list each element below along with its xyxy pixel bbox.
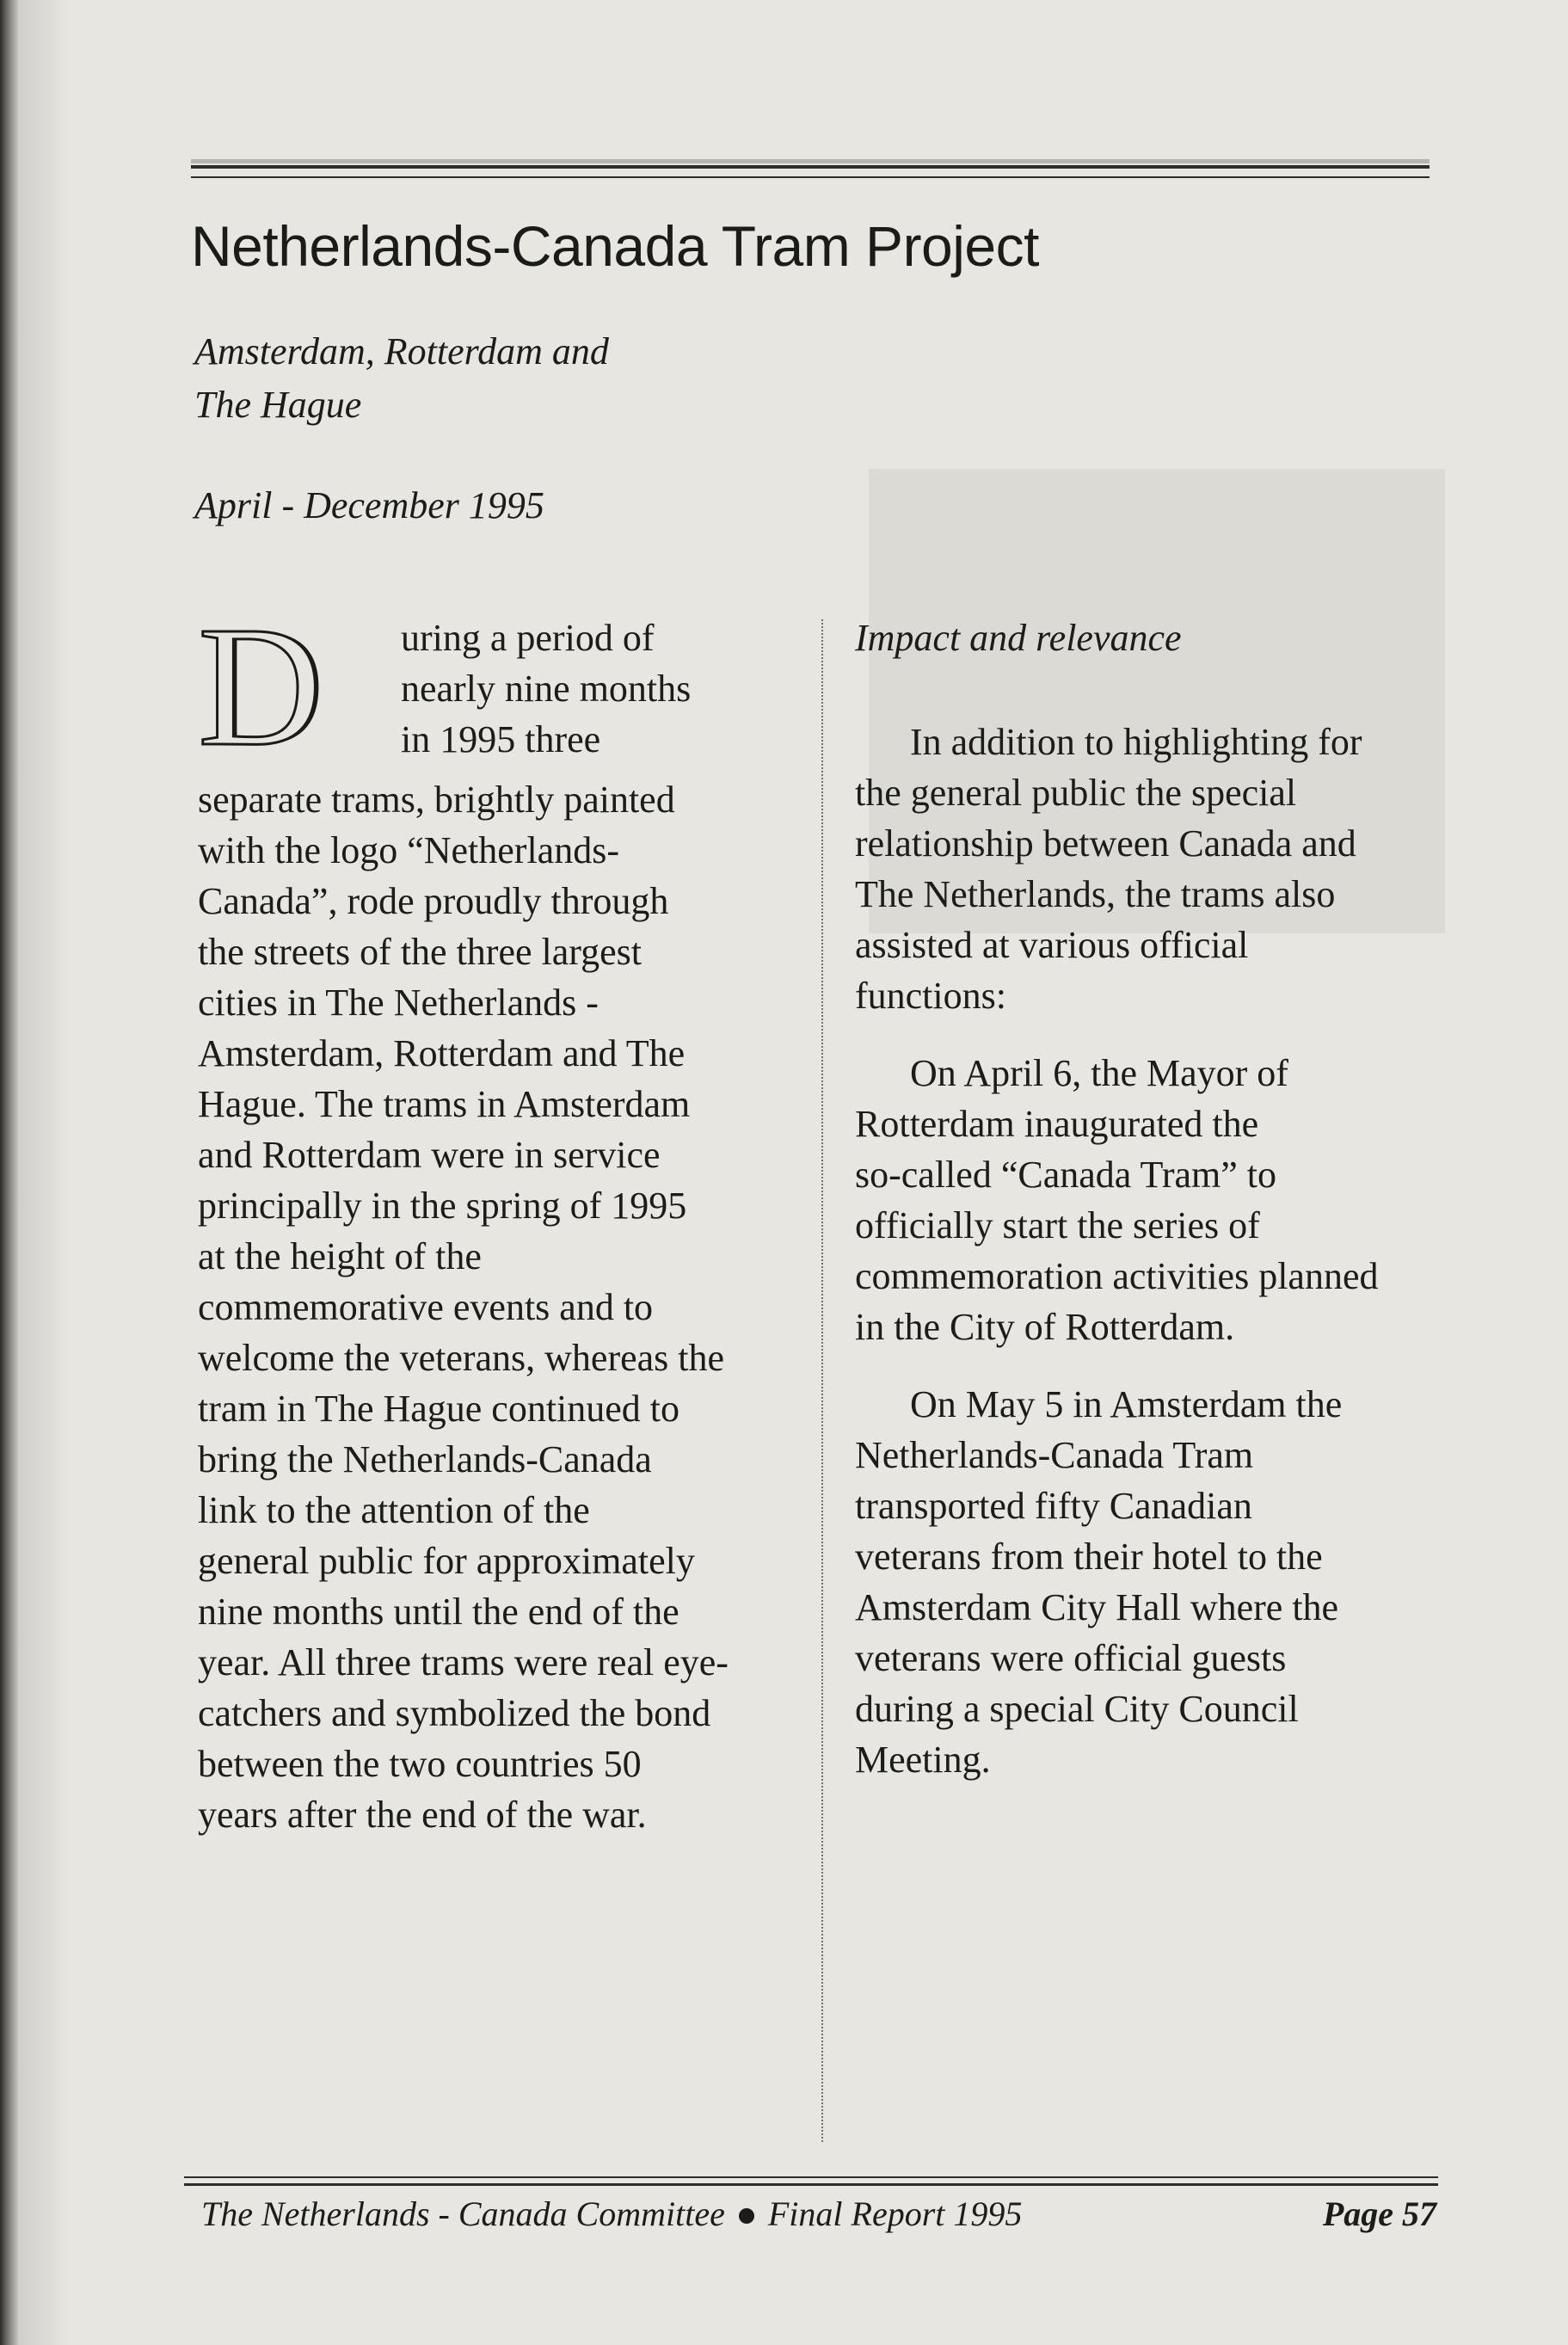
text-line: assisted at various official — [855, 924, 1249, 966]
text-line: years after the end of the war. — [198, 1794, 647, 1836]
text-line: welcome the veterans, whereas the — [198, 1337, 725, 1379]
footer-report: Final Report 1995 — [767, 2194, 1023, 2233]
book-spine-shadow — [0, 0, 19, 2345]
text-line: In addition to highlighting for — [910, 721, 1362, 763]
text-line: commemorative events and to — [198, 1286, 654, 1328]
top-rule — [191, 165, 1430, 178]
text-line: officially start the series of — [855, 1204, 1260, 1246]
text-line: with the logo “Netherlands- — [198, 829, 619, 871]
text-line: the streets of the three largest — [198, 931, 642, 973]
text-line: Amsterdam, Rotterdam and The — [198, 1032, 686, 1074]
text-line: general public for approximately — [198, 1540, 695, 1582]
text-line: in 1995 three — [401, 718, 601, 760]
footer-credit — [201, 2194, 1022, 2234]
paragraph-amsterdam — [855, 1379, 1448, 1785]
text-line: so-called “Canada Tram” to — [855, 1154, 1276, 1196]
text-line: On May 5 in Amsterdam the — [910, 1383, 1343, 1425]
text-line: catchers and symbolized the bond — [198, 1692, 711, 1734]
dropcap-block — [198, 592, 783, 782]
column-divider — [821, 619, 823, 2142]
text-line: and Rotterdam were in service — [198, 1134, 661, 1176]
location-line-1: Amsterdam, Rotterdam and — [194, 330, 609, 372]
text-line: The Netherlands, the trams also — [855, 873, 1336, 915]
text-line: Meeting. — [855, 1739, 991, 1781]
text-line: at the height of the — [198, 1235, 482, 1277]
text-line: in the City of Rotterdam. — [855, 1306, 1235, 1348]
text-line: Hague. The trams in Amsterdam — [198, 1083, 691, 1125]
text-line: veterans from their hotel to the — [855, 1536, 1323, 1578]
text-line: principally in the spring of 1995 — [198, 1185, 687, 1227]
project-dates: April - December 1995 — [194, 484, 544, 526]
text-line: during a special City Council — [855, 1688, 1299, 1730]
location — [194, 325, 710, 432]
text-line: nearly nine months — [401, 668, 692, 710]
left-body-paragraph — [198, 774, 783, 1840]
page-number: Page 57 — [1322, 2194, 1436, 2233]
location-line-2: The Hague — [194, 384, 362, 426]
text-line: bring the Netherlands-Canada — [198, 1438, 652, 1480]
text-line: Amsterdam City Hall where the — [855, 1586, 1339, 1628]
page-footer — [201, 2194, 1436, 2245]
text-line: Netherlands-Canada Tram — [855, 1434, 1254, 1476]
right-column — [855, 612, 1448, 1812]
dropcap-letter: D — [198, 592, 323, 782]
dropcap-lines — [401, 612, 779, 765]
text-line: nine months until the end of the — [198, 1591, 679, 1633]
text-line: On April 6, the Mayor of — [910, 1052, 1288, 1094]
bullet-icon — [739, 2208, 754, 2224]
text-line: transported fifty Canadian — [855, 1485, 1252, 1527]
text-line: link to the attention of the — [198, 1489, 590, 1531]
paragraph-intro — [855, 717, 1448, 1021]
bottom-rule — [184, 2176, 1438, 2186]
text-line: commemoration activities planned — [855, 1255, 1379, 1297]
text-line: separate trams, brightly painted — [198, 779, 675, 821]
text-line: uring a period of — [401, 617, 655, 659]
text-line: the general public the special — [855, 772, 1297, 814]
text-line: veterans were official guests — [855, 1637, 1287, 1679]
top-rule-shadow — [191, 159, 1430, 163]
text-line: Rotterdam inaugurated the — [855, 1103, 1259, 1145]
paragraph-rotterdam — [855, 1048, 1448, 1352]
page-title: Netherlands-Canada Tram Project — [191, 214, 1039, 278]
left-column — [198, 592, 783, 1840]
text-line: between the two countries 50 — [198, 1743, 642, 1785]
text-line: functions: — [855, 975, 1006, 1017]
section-heading: Impact and relevance — [855, 617, 1182, 659]
text-line: Canada”, rode proudly through — [198, 880, 669, 922]
text-line: relationship between Canada and — [855, 822, 1356, 865]
footer-org: The Netherlands - Canada Committee — [201, 2194, 725, 2233]
page-gutter-shade — [19, 0, 71, 2345]
text-line: tram in The Hague continued to — [198, 1388, 680, 1430]
text-line: year. All three trams were real eye- — [198, 1641, 729, 1683]
text-line: cities in The Netherlands - — [198, 982, 599, 1024]
